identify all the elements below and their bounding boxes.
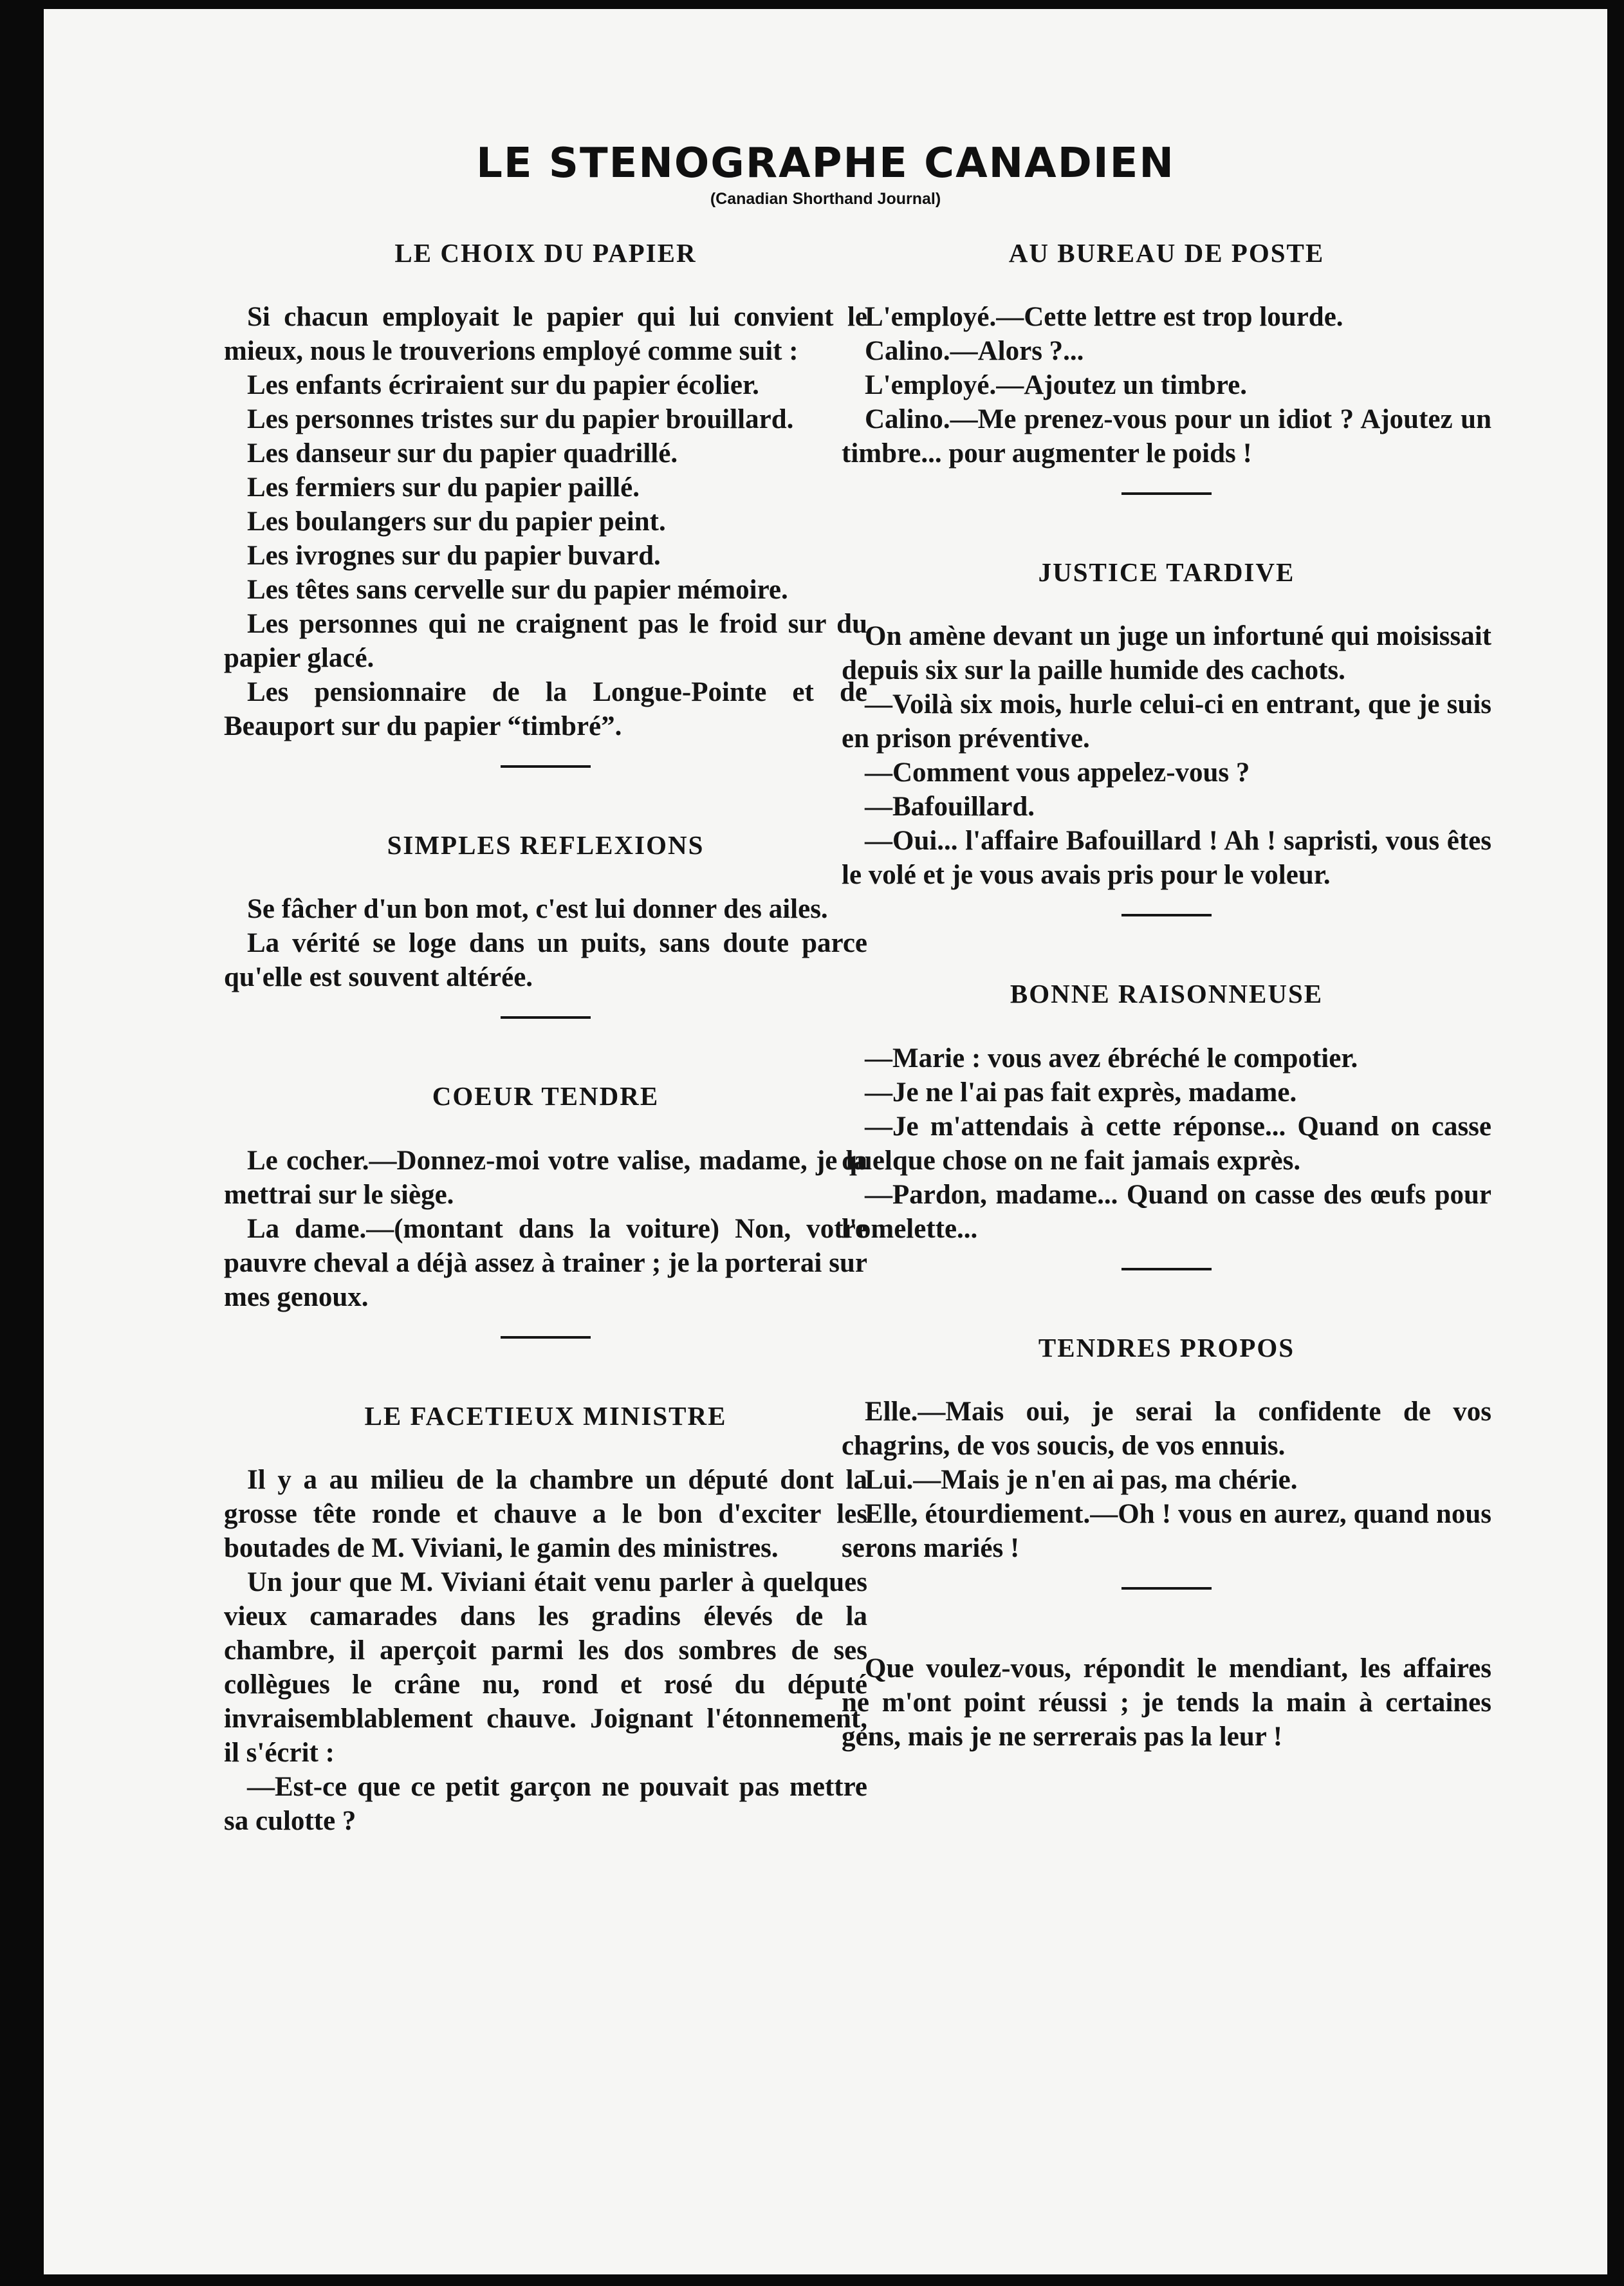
paragraph: Calino.—Alors ?...	[865, 336, 1084, 367]
paragraph: On amène devant un juge un infortuné qui moisissait depuis six sur la paille humide des cachots.	[842, 621, 1491, 686]
article-simples-reflexions	[224, 830, 867, 994]
right-column	[842, 237, 1491, 1754]
article-title: AU BUREAU DE POSTE	[1008, 238, 1325, 268]
section-divider	[1121, 1587, 1212, 1590]
article-facetieux-ministre	[224, 1400, 867, 1838]
paragraph: —Est-ce que ce petit garçon ne pouvait pas mettre sa culotte ?	[224, 1771, 867, 1836]
paragraph: Un jour que M. Viviani était venu parler à quelques vieux camarades dans les gradins élevés de la chambre, il aperçoit parmi les dos sombres de ses collègues le crâne nu, rond et rosé du député invraisemblablement chauve. Joignant l'étonnement, il s'écrit :	[224, 1566, 867, 1768]
section-divider	[1121, 1268, 1212, 1270]
article-bonne-raisonneuse	[842, 978, 1491, 1245]
paragraph: —Oui... l'affaire Bafouillard ! Ah ! sapristi, vous êtes le volé et je vous avais pris pour le voleur.	[842, 826, 1491, 891]
paragraph: L'employé.—Ajoutez un timbre.	[865, 370, 1247, 401]
article-mendiant	[842, 1651, 1491, 1754]
section-divider	[501, 765, 591, 768]
article-title: COEUR TENDRE	[432, 1081, 660, 1111]
paragraph: —Voilà six mois, hurle celui-ci en entrant, que je suis en prison préventive.	[842, 689, 1491, 754]
section-divider	[501, 1016, 591, 1019]
publication-title: LE STENOGRAPHE CANADIEN	[476, 140, 1175, 187]
paragraph: La vérité se loge dans un puits, sans doute parce qu'elle est souvent altérée.	[224, 928, 867, 993]
paragraph: Les têtes sans cervelle sur du papier mémoire.	[247, 575, 788, 606]
paragraph: —Comment vous appelez-vous ?	[865, 757, 1250, 788]
paragraph: Les personnes qui ne craignent pas le froid sur du papier glacé.	[224, 609, 867, 674]
section-divider	[1121, 914, 1212, 916]
article-title: TENDRES PROPOS	[1038, 1332, 1295, 1362]
section-divider	[501, 1336, 591, 1339]
paragraph: Les boulangers sur du papier peint.	[247, 506, 666, 537]
paragraph: —Je m'attendais à cette réponse... Quand on casse quelque chose on ne fait jamais exprès.	[842, 1111, 1491, 1176]
paragraph: Il y a au milieu de la chambre un député dont la grosse tête ronde et chauve a le bon d'exciter les boutades de M. Viviani, le gamin des ministres.	[224, 1464, 867, 1563]
article-bureau-de-poste	[842, 237, 1491, 470]
paragraph: L'employé.—Cette lettre est trop lourde.	[865, 302, 1343, 333]
paragraph: Que voulez-vous, répondit le mendiant, les affaires ne m'ont point réussi ; je tends la main à certaines gens, mais je ne serrerais pas la leur !	[842, 1653, 1491, 1752]
paragraph: Le cocher.—Donnez-moi votre valise, madame, je la mettrai sur le siège.	[224, 1145, 867, 1210]
article-title: SIMPLES REFLEXIONS	[387, 830, 705, 860]
article-title: BONNE RAISONNEUSE	[1010, 979, 1324, 1009]
article-coeur-tendre	[224, 1081, 867, 1314]
paragraph: —Pardon, madame... Quand on casse des œufs pour l'omelette...	[842, 1179, 1491, 1244]
paragraph: Les personnes tristes sur du papier brouillard.	[247, 404, 794, 435]
paragraph: Les pensionnaire de la Longue-Pointe et de Beauport sur du papier “timbré”.	[224, 677, 867, 742]
paragraph: Elle, étourdiement.—Oh ! vous en aurez, quand nous serons mariés !	[842, 1498, 1491, 1563]
magazine-page	[44, 9, 1607, 2274]
article-title: JUSTICE TARDIVE	[1038, 557, 1295, 588]
paragraph: Les enfants écriraient sur du papier écolier.	[247, 370, 759, 401]
paragraph: —Marie : vous avez ébréché le compotier.	[865, 1043, 1358, 1073]
masthead	[44, 141, 1607, 209]
left-column	[224, 237, 867, 1838]
section-divider	[1121, 492, 1212, 495]
article-title: LE CHOIX DU PAPIER	[394, 238, 697, 268]
article-choix-du-papier	[224, 237, 867, 743]
paragraph: Se fâcher d'un bon mot, c'est lui donner des ailes.	[247, 894, 828, 925]
article-justice-tardive	[842, 557, 1491, 892]
paragraph: Lui.—Mais je n'en ai pas, ma chérie.	[865, 1464, 1298, 1495]
article-title: LE FACETIEUX MINISTRE	[364, 1400, 727, 1431]
paragraph: Les danseur sur du papier quadrillé.	[247, 438, 678, 469]
paragraph: Elle.—Mais oui, je serai la confidente de vos chagrins, de vos soucis, de vos ennuis.	[842, 1396, 1491, 1461]
publication-subtitle: (Canadian Shorthand Journal)	[710, 190, 941, 209]
paragraph: Les fermiers sur du papier paillé.	[247, 472, 640, 503]
paragraph: —Je ne l'ai pas fait exprès, madame.	[865, 1077, 1297, 1108]
paragraph: Les ivrognes sur du papier buvard.	[247, 541, 661, 572]
paragraph: Si chacun employait le papier qui lui convient le mieux, nous le trouverions employé comme suit :	[224, 302, 867, 367]
paragraph: Calino.—Me prenez-vous pour un idiot ? Ajoutez un timbre... pour augmenter le poids !	[842, 404, 1491, 469]
paragraph: La dame.—(montant dans la voiture) Non, votre pauvre cheval a déjà assez à trainer ; je la porterai sur mes genoux.	[224, 1213, 867, 1312]
article-tendres-propos	[842, 1332, 1491, 1565]
paragraph: —Bafouillard.	[865, 792, 1035, 822]
